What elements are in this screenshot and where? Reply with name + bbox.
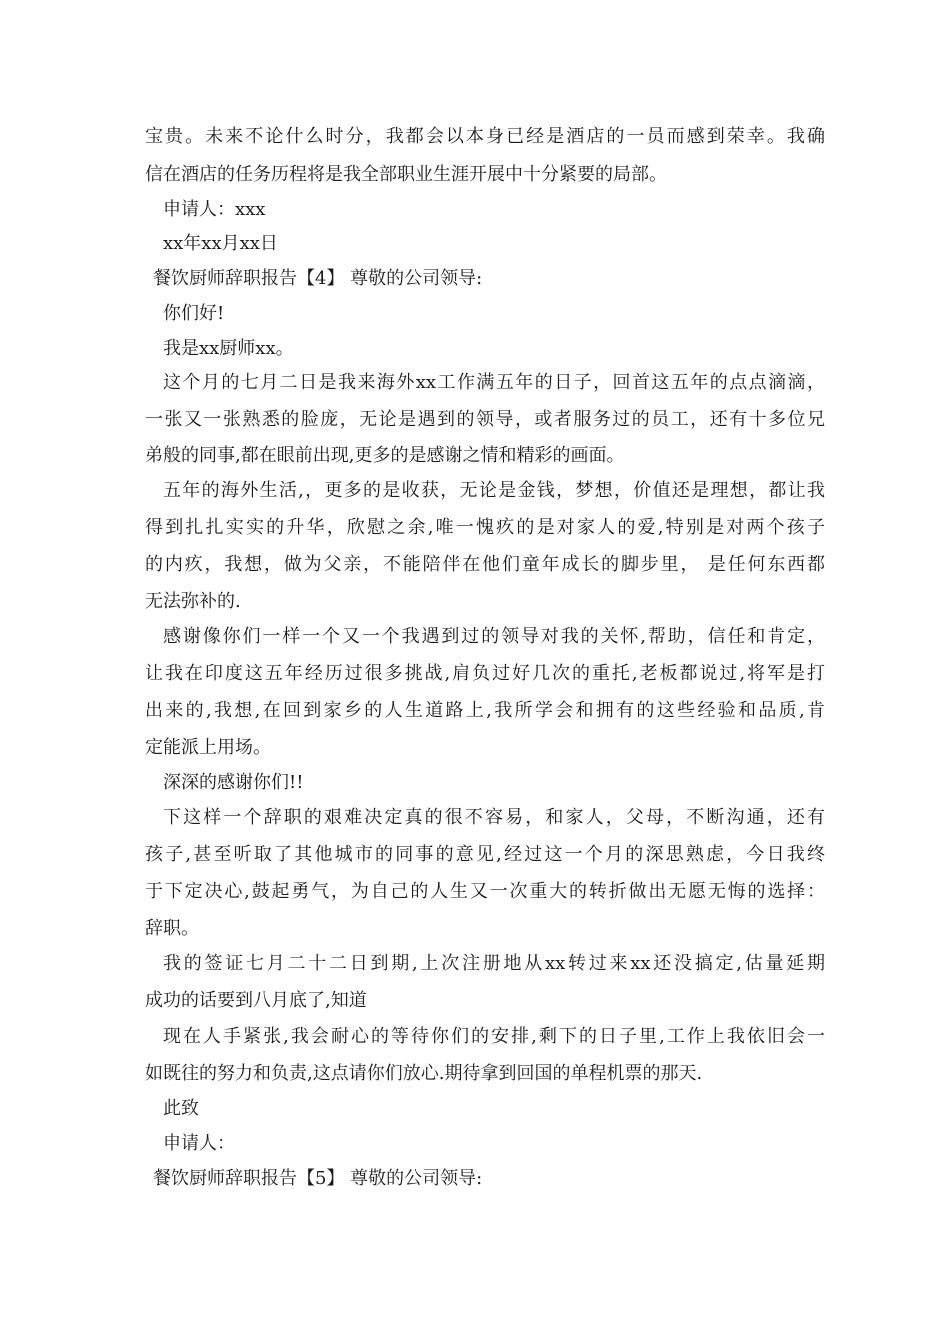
text-line: 五年的海外生活,，更多的是收获，无论是金钱，梦想，价值还是理想，都让我: [163, 480, 825, 501]
section-heading: 餐饮厨师辞职报告【5】 尊敬的公司领导:: [153, 1168, 483, 1189]
text-line: 得到扎扎实实的升华，欣慰之余,唯一愧疚的是对家人的爱,特别是对两个孩子: [145, 517, 825, 538]
closing: 此致: [163, 1098, 199, 1119]
text-line: 成功的话要到八月底了,知道: [145, 990, 367, 1011]
text-line: 让我在印度这五年经历过很多挑战,肩负过好几次的重托,老板都说过,将军是打: [145, 663, 825, 684]
text-line: 我的签证七月二十二日到期,上次注册地从xx转过来xx还没搞定,估量延期: [163, 953, 825, 974]
text-line: 这个月的七月二日是我来海外xx工作满五年的日子，回首这五年的点点滴滴，: [163, 372, 825, 393]
text-line: 无法弥补的.: [145, 591, 241, 612]
text-line: 感谢像你们一样一个又一个我遇到过的领导对我的关怀,帮助，信任和肯定，: [163, 626, 825, 647]
signature-date: xx年xx月xx日: [163, 233, 278, 254]
text-line: 下这样一个辞职的艰难决定真的很不容易，和家人，父母，不断沟通，还有: [163, 807, 825, 828]
text-line: 一张又一张熟悉的脸庞，无论是遇到的领导，或者服务过的员工，还有十多位兄: [145, 409, 825, 430]
text-line: 信在酒店的任务历程将是我全部职业生涯开展中十分紧要的局部。: [145, 164, 667, 185]
text-line: 如既往的努力和负责,这点请你们放心.期待拿到回国的单程机票的那天.: [145, 1063, 703, 1084]
text-line: 我是xx厨师xx。: [163, 338, 294, 359]
text-line: 于下定决心,鼓起勇气，为自己的人生又一次重大的转折做出无愿无悔的选择：: [145, 881, 825, 902]
text-line: 孩子,甚至听取了其他城市的同事的意见,经过这一个月的深思熟虑，今日我终: [145, 844, 825, 865]
signature-applicant: 申请人：: [163, 1133, 235, 1154]
text-line: 定能派上用场。: [145, 737, 271, 758]
greeting: 你们好!: [163, 303, 225, 324]
text-line: 弟般的同事,都在眼前出现,更多的是感谢之情和精彩的画面。: [145, 445, 625, 466]
text-line: 宝贵。未来不论什么时分，我都会以本身已经是酒店的一员而感到荣幸。我确: [145, 126, 825, 147]
text-line: 现在人手紧张,我会耐心的等待你们的安排,剩下的日子里,工作上我依旧会一: [163, 1026, 825, 1047]
text-line: 出来的,我想,在回到家乡的人生道路上,我所学会和拥有的这些经验和品质,肯: [145, 700, 825, 721]
signature-applicant: 申请人：xxx: [163, 199, 266, 220]
section-heading: 餐饮厨师辞职报告【4】 尊敬的公司领导:: [153, 268, 483, 289]
text-line: 的内疚，我想，做为父亲，不能陪伴在他们童年成长的脚步里， 是任何东西都: [145, 554, 825, 575]
text-line: 深深的感谢你们!!: [163, 772, 304, 793]
text-line: 辞职。: [145, 918, 199, 939]
